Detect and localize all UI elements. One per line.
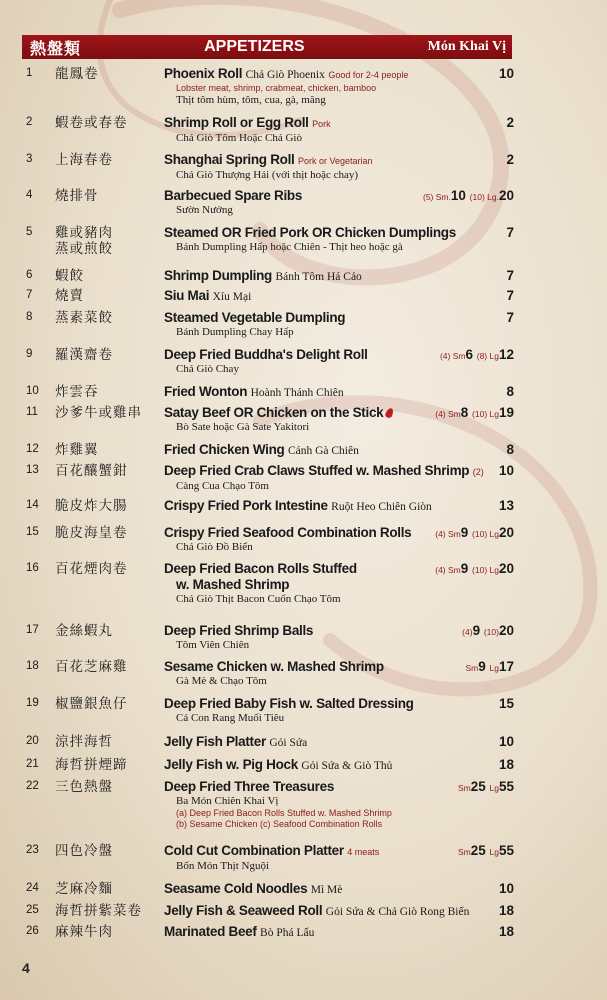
item-price [506,442,514,457]
price-value: 10 [498,463,514,478]
price-value: 7 [506,268,514,283]
price-small-value: 9 [460,525,469,540]
price-small-value: 25 [470,779,486,794]
item-chinese-name [55,288,84,304]
item-price [506,225,514,240]
item-vietnamese-name: Mì Mè [310,884,343,896]
item-english-name: Crispy Fried Pork Intestine [164,498,328,513]
price-value: 10 [498,881,514,896]
item-price [499,498,514,513]
price-large-label: (10) [483,627,499,637]
item-vietnamese-name: Chả Giò Chay [176,363,239,375]
price-large-label: (10) Lg. [469,192,499,202]
item-number: 8 [26,311,33,323]
price-small-label: (4) Sm [439,351,466,361]
price-small-value: 6 [465,347,473,362]
price-small-value: 9 [460,561,469,576]
item-english-name: Deep Fried Baby Fish w. Salted Dressing [164,696,414,711]
price-large-label: (10) Lg [472,565,499,575]
item-chinese-name [55,843,113,859]
item-chinese-name [55,903,142,919]
item-chinese-name-line: 沙爹牛或雞串 [55,405,142,421]
item-vietnamese-name: Gỏi Sứa & Chả Giò Rong Biển [325,906,470,918]
item-price [499,66,514,81]
item-chinese-name-line: 芝麻冷麵 [55,881,113,897]
item-english-name: Barbecued Spare Ribs [164,188,303,203]
item-vietnamese-name: Sườn Nướng [176,204,233,216]
item-english-name: Fried Wonton [164,384,248,399]
item-price [506,115,514,130]
item-vietnamese-name: Bánh Dumpling Hấp hoặc Chiên - Thịt heo hoặc gà [176,241,403,253]
price-large-value: 55 [498,843,514,858]
price-large-label: Lg [489,663,499,673]
price-small-label: (4) Sm [435,565,461,575]
item-price [499,924,514,939]
item-body [164,696,504,725]
item-title [164,268,504,285]
item-body [164,152,504,182]
item-number: 13 [26,464,39,476]
price-value: 7 [506,288,514,303]
item-number: 7 [26,289,33,301]
item-chinese-name [55,188,99,204]
item-title [164,903,504,920]
item-chinese-name-line: 百花芝麻雞 [55,659,128,675]
item-chinese-name [55,498,128,514]
item-vietnamese-name: Gỏi Sứa [269,737,308,749]
item-title [164,696,504,712]
item-title [164,779,504,795]
item-chinese-name-line: 涼拌海哲 [55,734,113,750]
item-chinese-name [55,734,113,750]
section-title-english: APPETIZERS [204,38,305,55]
price-value: 7 [506,310,514,325]
item-title [164,498,504,515]
price-large-label: Lg [489,847,499,857]
item-vietnamese-name: Chả Giò Phoenix [245,69,325,81]
item-title [164,442,504,459]
item-body [164,442,504,459]
item-price [458,779,514,794]
item-vietnamese-name: Chả Giò Đồ Biển [176,541,253,553]
item-body [164,498,504,515]
item-chinese-name [55,384,99,400]
item-detail: (b) Sesame Chicken (c) Seafood Combination Rolls [176,819,383,829]
item-chinese-name [55,696,128,712]
item-english-name: Jelly Fish w. Pig Hock [164,757,298,772]
item-number: 10 [26,385,39,397]
item-title [164,463,504,480]
item-body [164,623,504,652]
item-english-name: Cold Cut Combination Platter [164,843,344,858]
item-chinese-name-line: 百花煙肉卷 [55,561,128,577]
item-chinese-name [55,881,113,897]
price-small-label: Sm [457,847,471,857]
price-small-label: (5) Sm. [423,192,451,202]
item-vietnamese-name: Thịt tôm hùm, tôm, cua, gà, măng [176,94,326,106]
item-number: 6 [26,269,33,281]
item-vietnamese-name: Bò Sate hoặc Gà Sate Yakitori [176,421,310,433]
price-value: 13 [498,498,514,513]
item-english-name: Shrimp Dumpling [164,268,272,283]
item-title [164,66,504,83]
item-body [164,924,504,941]
price-value: 18 [498,924,514,939]
item-chinese-name [55,924,113,940]
item-price [435,405,514,420]
item-price [423,188,514,203]
item-chinese-name [55,347,113,363]
item-vietnamese-name: Cánh Gà Chiên [287,445,359,457]
price-large-value: 20 [498,561,514,576]
item-number: 4 [26,189,33,201]
section-title-chinese: 熱盤類 [30,38,82,58]
item-chinese-name [55,225,113,257]
item-price [499,463,514,478]
price-value: 10 [498,66,514,81]
item-price [506,310,514,325]
item-title [164,757,504,774]
item-body [164,734,504,751]
item-vietnamese-name: Chả Giò Thượng Hải (với thịt hoặc chay) [176,169,359,181]
item-chinese-name-line: 羅漢齋卷 [55,347,113,363]
item-english-name: Deep Fried Shrimp Balls [164,623,314,638]
item-price [506,384,514,399]
item-title [164,310,504,326]
item-vietnamese-name: Bò Phá Lấu [260,927,315,939]
item-chinese-name-line: 蝦卷或春卷 [55,115,128,131]
item-vietnamese-name: Chả Giò Thịt Bacon Cuốn Chạo Tôm [176,593,341,605]
item-note: Good for 2-4 people [328,70,409,80]
item-chinese-name-line: 四色冷盤 [55,843,113,859]
item-vietnamese-name: Gỏi Sứa & Giò Thủ [301,760,393,772]
item-english-name: Satay Beef OR Chicken on the Stick [164,405,384,420]
price-large-value: 20 [498,188,514,203]
item-number: 21 [26,758,39,770]
price-value: 15 [498,696,514,711]
item-chinese-name-line: 三色熱盤 [55,779,113,795]
item-note: Pork or Vegetarian [297,156,373,166]
item-body [164,779,504,830]
item-english-name: Marinated Beef [164,924,257,939]
item-vietnamese-name: Ba Món Chiên Khai Vị [176,795,279,807]
item-price [499,696,514,711]
item-chinese-name [55,310,113,326]
item-price [462,623,514,638]
item-english-name-cont: w. Mashed Shrimp [176,577,290,592]
price-small-value: 10 [450,188,466,203]
item-title [164,659,504,675]
item-number: 22 [26,780,39,792]
price-large-value: 17 [498,659,514,674]
item-vietnamese-name: Chả Giò Tôm Hoặc Chả Giò [176,132,302,144]
item-vietnamese-name: Bánh Dumpling Chay Hấp [176,326,294,338]
item-vietnamese-name: Cá Con Rang Muối Tiêu [176,712,285,724]
item-chinese-name [55,115,128,131]
item-body [164,843,504,873]
item-price [435,525,514,540]
item-english-name: Phoenix Roll [164,66,243,81]
item-body [164,115,504,145]
item-number: 12 [26,443,39,455]
item-price [499,881,514,896]
item-chinese-name-line: 燒排骨 [55,188,99,204]
item-detail: Lobster meat, shrimp, crabmeat, chicken, bamboo [176,83,377,93]
item-vietnamese-name: Ruột Heo Chiên Giòn [331,501,432,513]
item-chinese-name-line: 雞或豬肉 [55,225,113,241]
item-price [465,659,514,674]
item-chinese-name-line: 炸雞翼 [55,442,99,458]
item-price [506,268,514,283]
item-vietnamese-name: Hoành Thánh Chiên [250,387,344,399]
item-english-name: Siu Mai [164,288,210,303]
section-title-vietnamese: Món Khai Vị [427,39,506,54]
price-small-label: (4) [462,627,473,637]
item-number: 5 [26,226,33,238]
item-vietnamese-name: Bánh Tôm Há Cảo [275,271,362,283]
item-price [458,843,514,858]
item-chinese-name [55,268,84,284]
item-chinese-name-line: 脆皮炸大腸 [55,498,128,514]
item-title [164,384,504,401]
item-price [499,903,514,918]
item-chinese-name-line: 海哲拼煙蹄 [55,757,128,773]
price-large-value: 20 [498,623,514,638]
item-chinese-name [55,525,128,541]
price-small-label: Sm [465,663,479,673]
item-chinese-name-line: 麻辣牛肉 [55,924,113,940]
price-value: 10 [498,734,514,749]
item-english-name: Steamed Vegetable Dumpling [164,310,346,325]
item-body [164,310,504,339]
item-chinese-name [55,152,113,168]
item-price [440,347,514,362]
item-chinese-name [55,757,128,773]
item-chinese-name-line: 蒸素菜餃 [55,310,113,326]
item-body [164,288,504,305]
item-chinese-name-line: 海哲拼紫菜卷 [55,903,142,919]
item-body [164,659,504,688]
item-english-name: Shanghai Spring Roll [164,152,295,167]
item-price [499,757,514,772]
price-large-value: 12 [498,347,514,362]
price-value: 2 [506,152,514,167]
item-chinese-name-line: 蒸或煎餃 [55,241,113,257]
item-vietnamese-name: Tôm Viên Chiên [176,639,250,651]
price-value: 2 [506,115,514,130]
item-number: 23 [26,844,39,856]
item-title [164,924,504,941]
price-large-value: 19 [498,405,514,420]
item-price [506,152,514,167]
item-english-name: Deep Fried Three Treasures [164,779,335,794]
item-number: 18 [26,660,39,672]
item-price [499,734,514,749]
item-number: 15 [26,526,39,538]
item-english-name: Deep Fried Bacon Rolls Stuffed [164,561,357,576]
item-chinese-name [55,66,99,82]
item-title [164,115,504,132]
item-english-name: Deep Fried Crab Claws Stuffed w. Mashed Shrimp [164,463,470,478]
price-value: 18 [498,757,514,772]
item-title [164,152,504,169]
price-small-value: 25 [470,843,486,858]
item-chinese-name-line: 百花釀蟹鉗 [55,463,128,479]
item-number: 11 [26,406,38,418]
price-value: 8 [506,384,514,399]
item-body [164,463,504,493]
section-header [22,35,512,59]
page-number: 4 [22,960,30,976]
price-value: 8 [506,442,514,457]
item-english-name: Sesame Chicken w. Mashed Shrimp [164,659,384,674]
item-chinese-name-line: 燒賣 [55,288,84,304]
item-number: 3 [26,153,33,165]
price-small-value: 8 [460,405,469,420]
item-english-name: Seasame Cold Noodles [164,881,308,896]
item-title [164,288,504,305]
item-body [164,66,504,107]
item-chinese-name [55,779,113,795]
item-number: 16 [26,562,39,574]
price-value: 18 [498,903,514,918]
item-chinese-name [55,463,128,479]
item-english-name: Jelly Fish Platter [164,734,266,749]
price-large-label: (10) Lg [472,529,499,539]
price-small-value: 9 [472,623,481,638]
item-number: 25 [26,904,39,916]
spicy-pepper-icon [385,407,396,419]
item-number: 14 [26,499,39,511]
item-chinese-name [55,659,128,675]
item-title [164,225,504,241]
item-body [164,881,504,898]
item-number: 2 [26,116,33,128]
price-value: 7 [506,225,514,240]
price-large-label: Lg [489,783,499,793]
item-chinese-name-line: 椒鹽銀魚仔 [55,696,128,712]
price-small-value: 9 [478,659,486,674]
item-body [164,225,504,254]
price-large-label: (10) Lg [472,409,499,419]
item-number: 17 [26,624,39,636]
item-chinese-name-line: 蝦餃 [55,268,84,284]
item-note: (2) [472,467,484,477]
item-number: 26 [26,925,39,937]
item-chinese-name [55,442,99,458]
item-detail: (a) Deep Fried Bacon Rolls Stuffed w. Mashed Shrimp [176,808,392,818]
item-chinese-name-line: 上海春卷 [55,152,113,168]
item-number: 19 [26,697,39,709]
item-price [435,561,514,576]
item-body [164,384,504,401]
price-large-value: 20 [498,525,514,540]
price-large-value: 55 [498,779,514,794]
price-small-label: Sm [457,783,471,793]
item-note: Pork [312,119,331,129]
item-number: 24 [26,882,39,894]
price-large-label: (8) Lg [476,351,499,361]
price-small-label: (4) Sm [435,529,461,539]
item-body [164,903,504,920]
item-vietnamese-name: Xíu Mại [212,291,252,303]
item-body [164,268,504,285]
item-english-name: Deep Fried Buddha's Delight Roll [164,347,368,362]
item-english-name: Jelly Fish & Seaweed Roll [164,903,323,918]
item-title [164,843,504,860]
item-title [164,881,504,898]
item-chinese-name-line: 金絲蝦丸 [55,623,113,639]
item-title [164,623,504,639]
price-small-label: (4) Sm [435,409,461,419]
item-number: 1 [26,67,33,79]
item-vietnamese-name: Càng Cua Chạo Tôm [176,480,269,492]
item-english-name: Steamed OR Fried Pork OR Chicken Dumplings [164,225,456,240]
item-chinese-name [55,405,142,421]
item-vietnamese-name: Bốn Món Thịt Nguội [176,860,270,872]
item-chinese-name-line: 炸雲吞 [55,384,99,400]
item-english-name: Shrimp Roll or Egg Roll [164,115,309,130]
item-chinese-name-line: 龍鳳卷 [55,66,99,82]
item-price [506,288,514,303]
item-chinese-name-line: 脆皮海皇卷 [55,525,128,541]
item-number: 20 [26,735,39,747]
item-note: 4 meats [347,847,380,857]
item-chinese-name [55,623,113,639]
item-title [164,734,504,751]
item-body [164,757,504,774]
item-chinese-name [55,561,128,577]
item-english-name: Crispy Fried Seafood Combination Rolls [164,525,412,540]
item-number: 9 [26,348,33,360]
item-english-name: Fried Chicken Wing [164,442,285,457]
item-vietnamese-name: Gà Mè & Chạo Tôm [176,675,267,687]
